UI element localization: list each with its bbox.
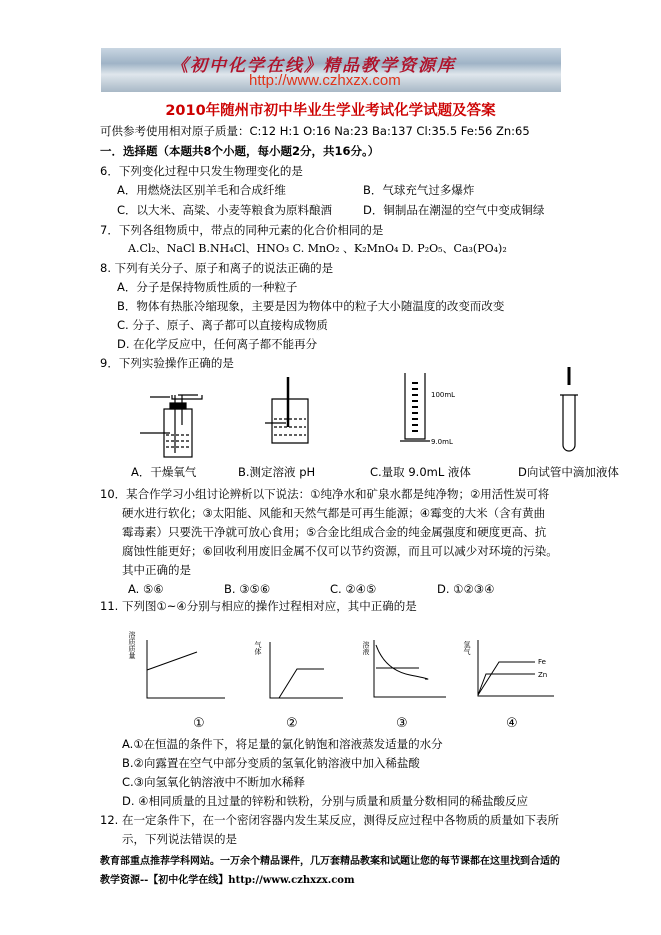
q12-stem: 12. 在一定条件下，在一个密闭容器内发生某反应，测得反应过程中各物质的质量如下表所 — [100, 813, 559, 827]
q8-stem: 8. 下列有关分子、原子和离子的说法正确的是 — [100, 261, 334, 275]
q6-option-d: D．铜制品在潮湿的空气中变成铜绿 — [363, 203, 545, 217]
banner-title: 《初中化学在线》精品教学资源库 — [171, 56, 456, 76]
q11-charts — [100, 615, 580, 715]
q10-line: 硬水进行软化；③太阳能、风能和天然气都是可再生能源；④霉变的大米（含有黄曲 — [122, 506, 546, 520]
section-heading: 一．选择题（本题共8个小题，每小题2分，共16分。） — [100, 144, 380, 158]
q8-option-b: B．物体有热胀冷缩现象，主要是因为物体中的粒子大小随温度的改变而改变 — [117, 299, 505, 313]
q6-stem: 6．下列变化过程中只发生物理变化的是 — [100, 164, 303, 178]
chart4-axes — [478, 640, 554, 696]
q11-option-d: D. ④相同质量的且过量的锌粉和铁粉，分别与质量和质量分数相同的稀盐酸反应 — [122, 794, 528, 808]
chart2-ylabel: 气体 — [254, 641, 262, 655]
q9-option-b: B.测定溶液 pH — [238, 465, 316, 479]
chart4-number: ④ — [506, 716, 518, 731]
q10-line: 其中正确的是 — [122, 563, 191, 577]
chart2-line — [279, 669, 324, 698]
footer-line1: 教育部重点推荐学科网站。一万余个精品课件，几万套精品教案和试题让您的每节课都在这里找到合适的 — [100, 856, 560, 867]
gas-washing-bottle-figure — [140, 395, 202, 457]
q7-stem: 7．下列各组物质中，带点的同种元素的化合价相同的是 — [100, 223, 384, 237]
q6-option-a: A．用燃烧法区别羊毛和合成纤维 — [117, 183, 286, 197]
chart3-curve — [376, 645, 428, 679]
q10-option-d: D. ①②③④ — [437, 582, 495, 596]
graduated-cylinder-figure — [400, 373, 430, 441]
q7-options: A.Cl₂、NaCl B.NH₄Cl、HNO₃ C. MnO₂ 、K₂MnO₄ D. P₂O₅、Ca₃(PO₄)₂ — [128, 242, 507, 255]
chart3-ylabel: 溶液 — [362, 641, 370, 655]
q10-line: 腐蚀性能更好；⑥回收利用废旧金属不仅可以节约资源，而且可以减少对环境的污染。 — [122, 544, 558, 558]
legend-fe: Fe — [538, 658, 546, 666]
chart1-axes — [147, 640, 225, 698]
q11-option-c: C.③向氢氧化钠溶液中不断加水稀释 — [122, 775, 305, 789]
chart4-zn-line — [478, 674, 535, 695]
q11-stem: 11. 下列图①~④分别与相应的操作过程相对应，其中正确的是 — [100, 599, 417, 613]
chart1-line — [147, 652, 197, 670]
q10-option-c: C. ②④⑤ — [330, 582, 377, 596]
cylinder-bottom-label: 9.0mL — [431, 438, 453, 446]
q12-stem-cont: 示，下列说法错误的是 — [122, 832, 237, 846]
q11-option-b: B.②向露置在空气中部分变质的氢氧化钠溶液中加入稀盐酸 — [122, 756, 420, 770]
beaker-ph-figure — [265, 377, 308, 443]
footer-line2[interactable]: 教学资源--【初中化学在线】http://www.czhxzx.com — [100, 875, 355, 886]
q10-option-b: B. ③⑤⑥ — [224, 582, 271, 596]
q10-line: 霉毒素）只要洗干净就可放心食用；⑤合金比组成合金的纯金属强度和硬度更高、抗 — [122, 525, 547, 539]
chart2-number: ② — [286, 716, 298, 731]
q6-option-c: C．以大米、高粱、小麦等粮食为原料酿酒 — [117, 203, 333, 217]
chart3-number: ③ — [396, 716, 408, 731]
q8-option-c: C. 分子、原子、离子都可以直接构成物质 — [117, 318, 328, 332]
q9-stem: 9．下列实验操作正确的是 — [100, 356, 234, 370]
banner-url[interactable]: http://www.czhxzx.com — [249, 72, 401, 89]
chart4-ylabel: 氢气 — [463, 641, 471, 655]
banner-image — [101, 48, 561, 92]
q9-option-a: A．干燥氧气 — [131, 465, 197, 479]
legend-zn: Zn — [538, 671, 548, 679]
q10-option-a: A. ⑤⑥ — [128, 582, 164, 596]
chart2-axes — [270, 642, 343, 698]
chart4-fe-line — [478, 662, 535, 695]
document-title: 2010年随州市初中毕业生学业考试化学试题及答案 — [165, 103, 496, 119]
chart1-ylabel: 溶质质量 — [128, 631, 136, 659]
test-tube-dropper-figure — [560, 367, 578, 451]
q6-option-b: B．气球充气过多爆炸 — [363, 183, 475, 197]
cylinder-top-label: 100mL — [431, 391, 456, 399]
q9-option-c: C.量取 9.0mL 液体 — [370, 465, 471, 479]
q9-option-d: D向试管中滴加液体 — [518, 465, 619, 479]
q8-option-d: D. 在化学反应中，任何离子都不能再分 — [117, 337, 318, 351]
q11-option-a: A.①在恒温的条件下，将足量的氯化钠饱和溶液蒸发适量的水分 — [122, 737, 443, 751]
q8-option-a: A．分子是保持物质性质的一种粒子 — [117, 280, 298, 294]
chart1-number: ① — [193, 716, 205, 731]
q10-line: 10．某合作学习小组讨论辨析以下说法：①纯净水和矿泉水都是纯净物；②用活性炭可将 — [100, 487, 550, 501]
atomic-masses: 可供参考使用相对原子质量：C:12 H:1 O:16 Na:23 Ba:137 Cl:35.5 Fe:56 Zn:65 — [100, 124, 530, 138]
q9-figures — [100, 365, 660, 460]
